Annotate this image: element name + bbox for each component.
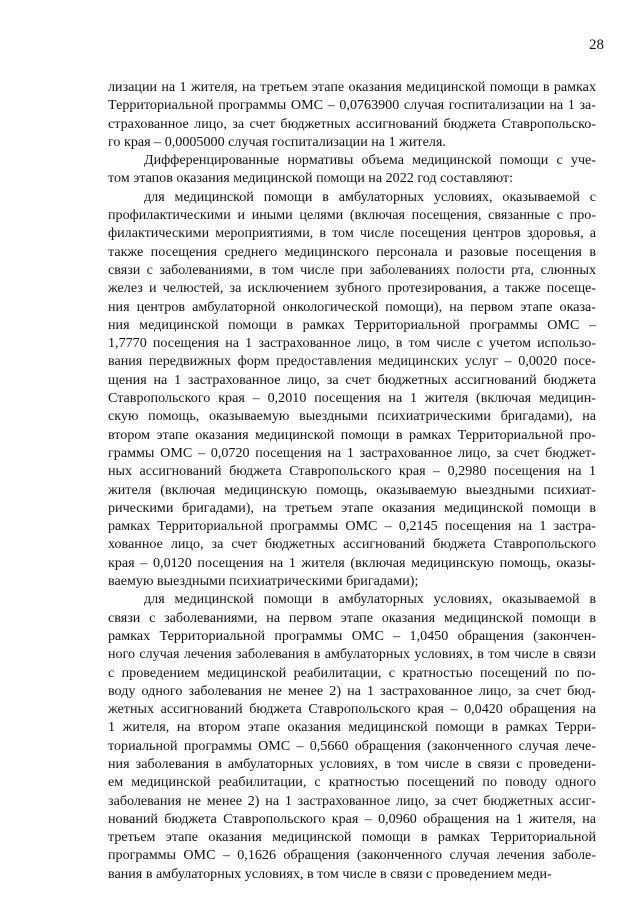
text-line: ем медицинской реабилитации, с кратностью посещений по поводу одного — [108, 774, 596, 791]
text-line: вания передвижных форм предоставления медицинских услуг – 0,0020 посе- — [108, 353, 596, 370]
text-line: 1,7770 посещения на 1 застрахованное лицо, в том числе с учетом использо- — [108, 335, 596, 352]
text-line: профилактическими и иными целями (включая посещения, связанные с про- — [108, 207, 596, 224]
text-line: Ставропольского края – 0,2010 посещения на 1 жителя (включая медицин- — [108, 390, 596, 407]
paragraph — [108, 188, 596, 591]
text-line: лизации на 1 жителя, на третьем этапе оказания медицинской помощи в рамках — [108, 79, 596, 95]
document-body — [108, 78, 596, 883]
text-line: страхованное лицо, за счет бюджетных ассигнований бюджета Ставропольско- — [108, 115, 596, 132]
text-line: желез и челюстей, за исключением зубного протезирования, а также посеще- — [108, 280, 596, 297]
text-line: втором этапе оказания медицинской помощи в рамках Территориальной про- — [108, 426, 596, 443]
text-line: жетных ассигнований бюджета Ставропольского края – 0,0420 обращения на — [108, 701, 596, 718]
text-line: ваемую выездными психиатрическими бригадами); — [108, 573, 419, 590]
text-line: рамках Территориальной программы ОМС – 1,0450 обращения (закончен- — [108, 627, 596, 644]
text-line: ных ассигнований бюджета Ставропольского края – 0,2980 посещения на 1 — [108, 463, 596, 480]
text-line: ния центров амбулаторной онкологической помощи), на первом этапе оказа- — [108, 298, 596, 315]
text-line: ного случая лечения заболевания в амбулаторных условиях, в том числе в связи — [108, 646, 596, 663]
text-line: Территориальной программы ОМС – 0,0763900 случая госпитализации на 1 за- — [108, 97, 596, 114]
paragraph — [108, 590, 596, 883]
text-line: связи с заболеваниями, в том числе при заболеваниях полости рта, слюнных — [108, 261, 596, 278]
text-line: 1 жителя, на втором этапе оказания медицинской помощи в рамках Терри- — [108, 719, 596, 736]
text-line: ния заболевания в амбулаторных условиях, в том числе в связи с проведени- — [108, 755, 596, 772]
paragraph — [108, 151, 596, 188]
text-line: для медицинской помощи в амбулаторных условиях, оказываемой с — [144, 188, 596, 205]
text-line: связи с заболеваниями, на первом этапе оказания медицинской помощи в — [108, 609, 596, 626]
text-line: хованное лицо, за счет бюджетных ассигнований бюджета Ставропольского — [108, 536, 596, 553]
text-line: го края – 0,0005000 случая госпитализации на 1 жителя. — [108, 133, 446, 150]
text-line: ториальной программы ОМС – 0,5660 обращения (законченного случая лече- — [108, 737, 596, 754]
text-line: скую помощь, оказываемую выездными психиатрическими бригадами), на — [108, 408, 596, 425]
text-line: воду одного заболевания не менее 2) на 1 застрахованное лицо, за счет бюд- — [108, 682, 596, 699]
text-line: с проведением медицинской реабилитации, с кратностью посещений по по- — [108, 664, 596, 681]
text-line: жителя (включая медицинскую помощь, оказываемую выездными психиат- — [108, 481, 596, 498]
text-line: третьем этапе оказания медицинской помощи в рамках Территориальной — [108, 829, 596, 846]
text-line: также посещения среднего медицинского персонала и разовые посещения в — [108, 243, 596, 260]
text-line: края – 0,0120 посещения на 1 жителя (включая медицинскую помощь, оказы- — [108, 554, 596, 571]
text-line: щения на 1 застрахованное лицо, за счет бюджетных ассигнований бюджета — [108, 371, 596, 388]
text-line: рамках Территориальной программы ОМС – 0,2145 посещения на 1 застра- — [108, 518, 596, 535]
text-line: филактическими мероприятиями, в том числе посещения центров здоровья, а — [108, 225, 596, 242]
text-line: Дифференцированные нормативы объема медицинской помощи с уче- — [144, 152, 596, 169]
text-line: для медицинской помощи в амбулаторных условиях, оказываемой в — [144, 591, 596, 608]
text-line: граммы ОМС – 0,0720 посещения на 1 застрахованное лицо, за счет бюджет- — [108, 444, 596, 461]
text-line: программы ОМС – 0,1626 обращения (законченного случая лечения заболе- — [108, 847, 596, 864]
text-line: том этапов оказания медицинской помощи на 2022 год составляют: — [108, 170, 513, 187]
text-line: заболевания не менее 2) на 1 застрахованное лицо, за счет бюджетных ассиг- — [108, 792, 596, 809]
paragraph — [108, 78, 596, 151]
text-line: нований бюджета Ставропольского края – 0,0960 обращения на 1 жителя, на — [108, 810, 596, 827]
text-line: вания в амбулаторных условиях, в том числе в связи с проведением меди- — [108, 865, 552, 882]
text-line: рическими бригадами), на третьем этапе оказания медицинской помощи в — [108, 499, 596, 516]
page-number: 28 — [589, 37, 604, 53]
text-line: ния медицинской помощи в рамках Территориальной программы ОМС – — [108, 316, 596, 333]
